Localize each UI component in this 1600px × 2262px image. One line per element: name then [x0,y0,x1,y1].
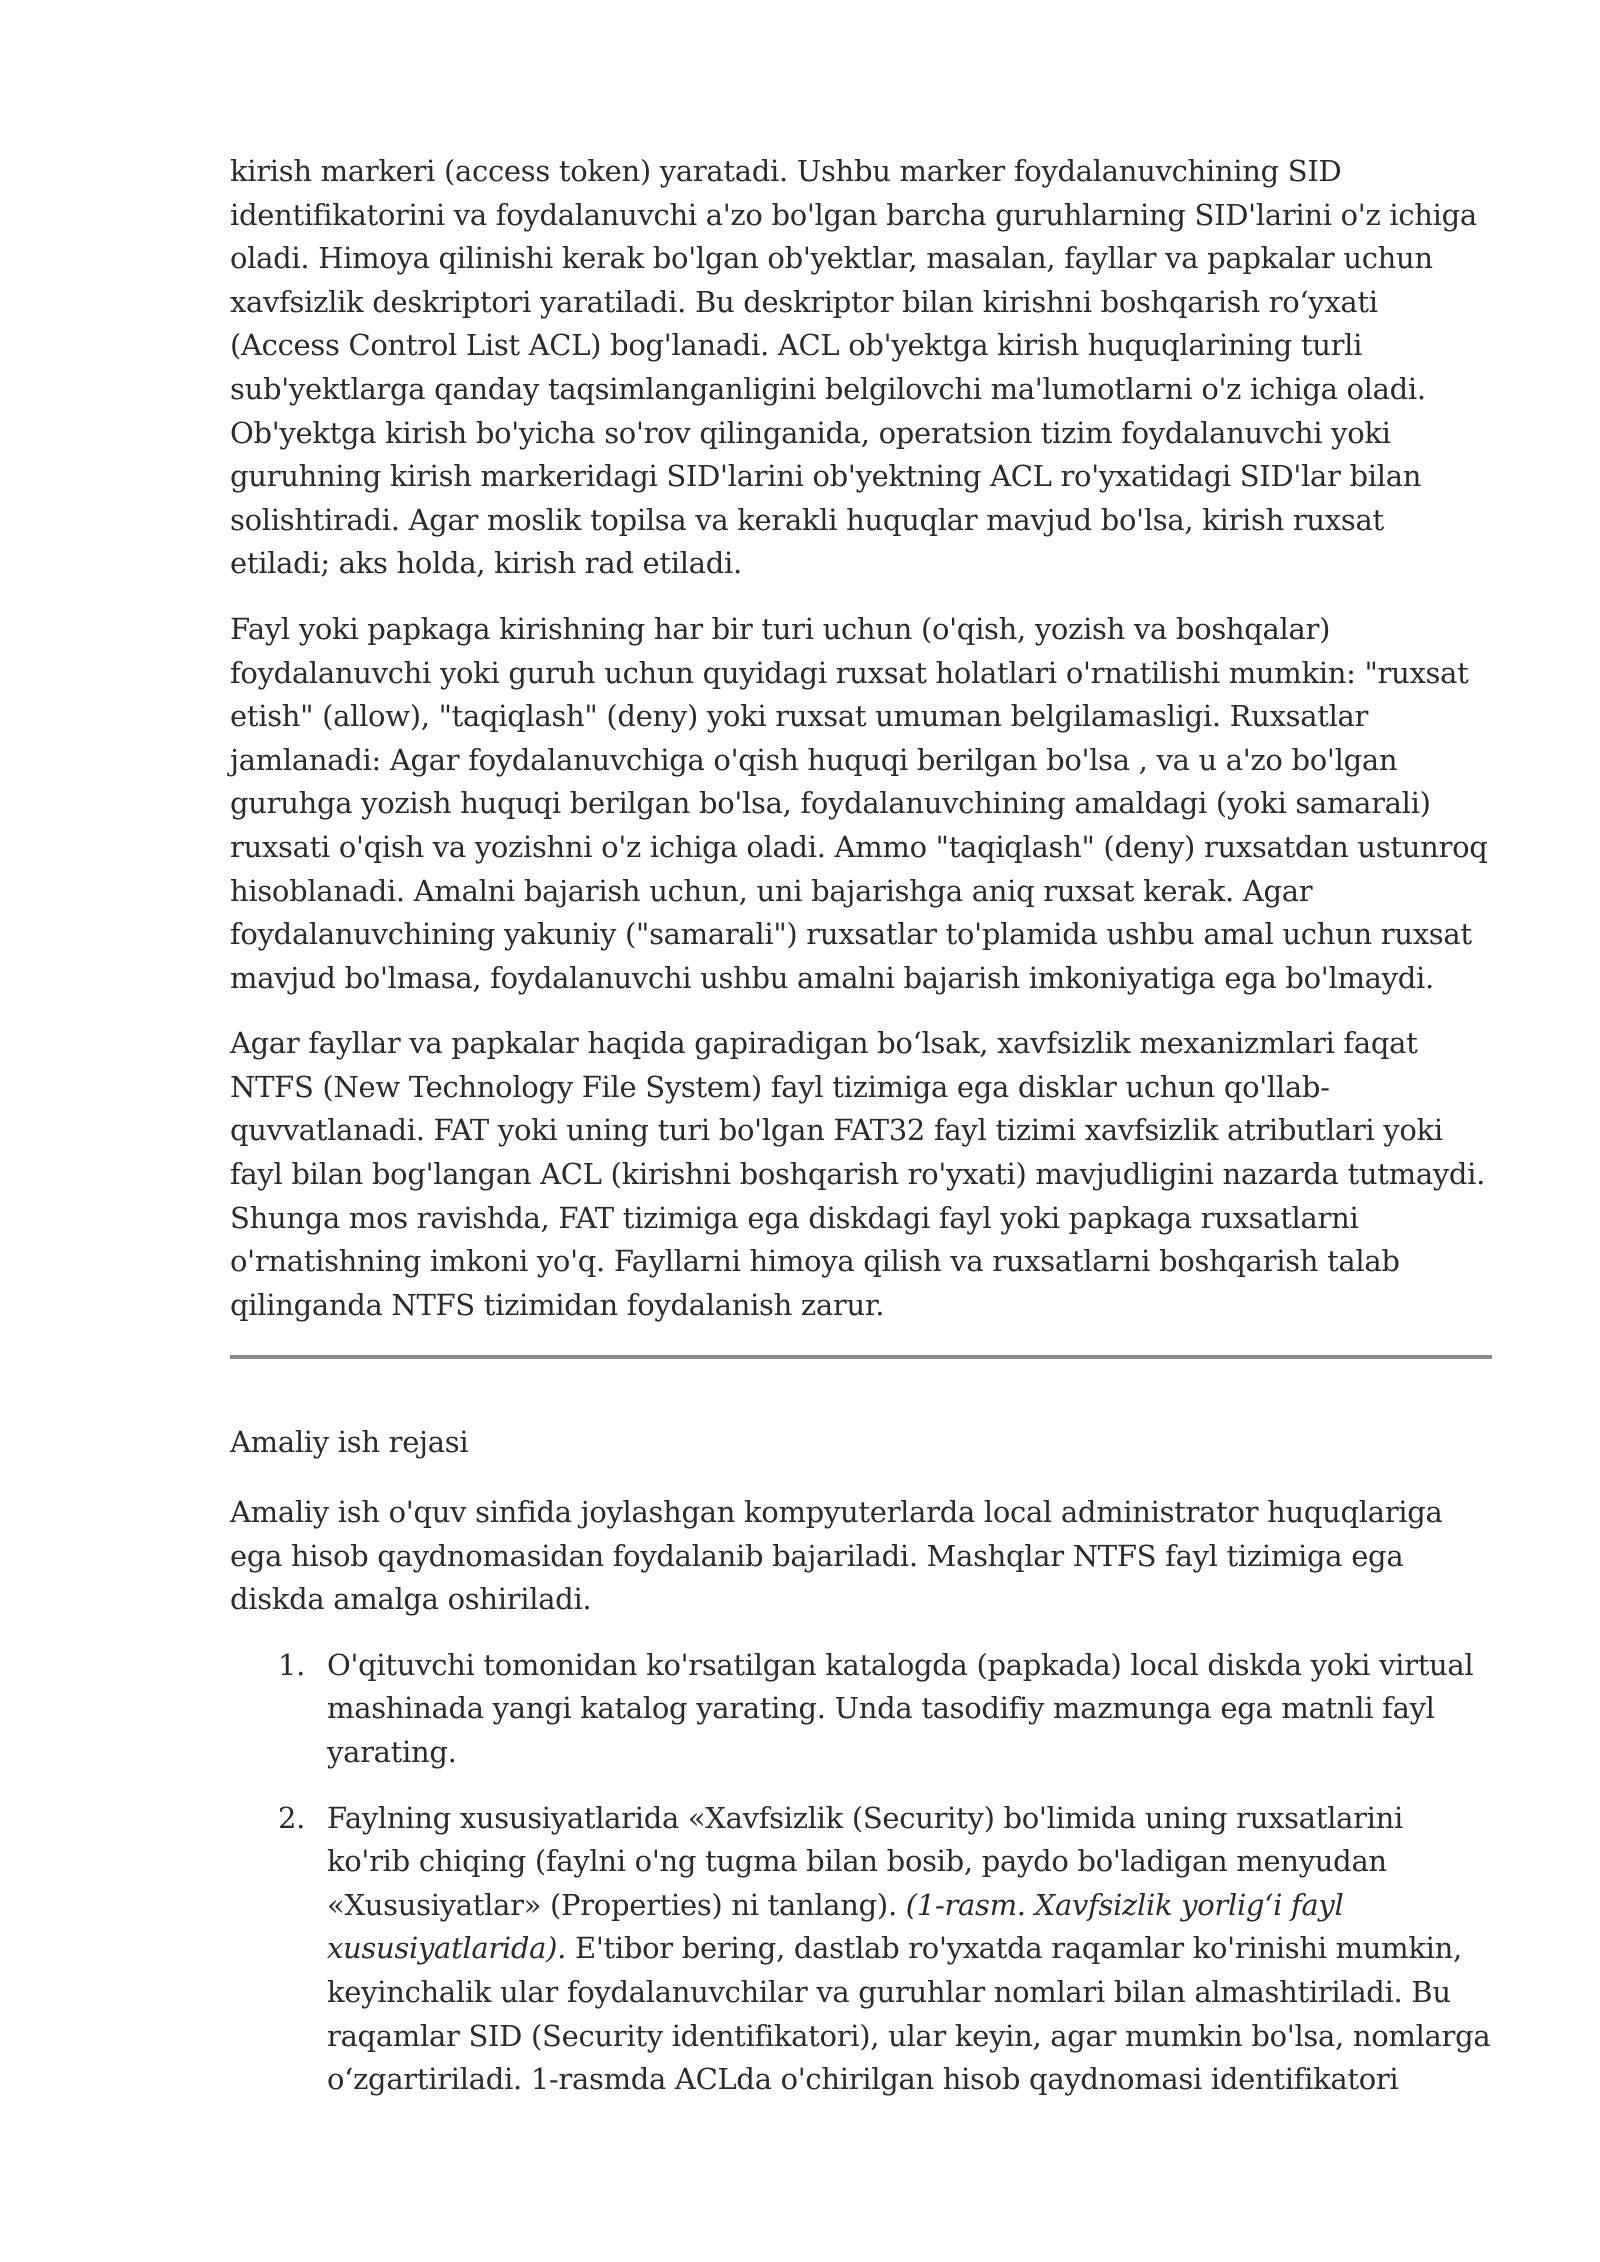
paragraph-permissions: Fayl yoki papkaga kirishning har bir turi uchun (o'qish, yozish va boshqalar) foydalanuvchi yoki guruh uchun quyidagi ruxsat holatlari o'rnatilishi mumkin: "ruxsat etish" (allow), "taqiqlash" (deny) yoki ruxsat umuman belgilamasligi. Ruxsatlar jamlanadi: Agar foydalanuvchiga o'qish huquqi berilgan bo'lsa , va u a'zo bo'lgan guruhga yozish huquqi berilgan bo'lsa, foydalanuvchining amaldagi (yoki samarali) ruxsati o'qish va yozishni o'z ichiga oladi. Ammo "taqiqlash" (deny) ruxsatdan ustunroq hisoblanadi. Amalni bajarish uchun, uni bajarishga aniq ruxsat kerak. Agar foydalanuvchining yakuniy ("samarali") ruxsatlar to'plamida ushbu amal uchun ruxsat mavjud bo'lmasa, foydalanuvchi ushbu amalni bajarish imkoniyatiga ega bo'lmaydi. [230,611,1488,995]
paragraph-ntfs: Agar fayllar va papkalar haqida gapiradigan boʻlsak, xavfsizlik mexanizmlari faqat NTFS (New Technology File System) fayl tizimiga ega disklar uchun qo'llab-quvvatlanadi. FAT yoki uning turi bo'lgan FAT32 fayl tizimi xavfsizlik atributlari yoki fayl bilan bog'langan ACL (kirishni boshqarish ro'yxati) mavjudligini nazarda tutmaydi. Shunga mos ravishda, FAT tizimiga ega diskdagi fayl yoki papkaga ruxsatlarni o'rnatishning imkoni yo'q. Fayllarni himoya qilish va ruxsatlarni boshqarish talab qilinganda NTFS tizimidan foydalanish zarur. [230,1026,1486,1322]
document-page [230,150,1492,2124]
section-title: Amaliy ish rejasi [230,1425,469,1460]
list-item [230,1644,1492,1775]
paragraph-access-token: kirish markeri (access token) yaratadi. Ushbu marker foydalanuvchining SID identifikatorini va foydalanuvchi a'zo bo'lgan barcha guruhlarning SID'larini o'z ichiga oladi. Himoya qilinishi kerak bo'lgan ob'yektlar, masalan, fayllar va papkalar uchun xavfsizlik deskriptori yaratiladi. Bu deskriptor bilan kirishni boshqarish roʻyxati (Access Control List ACL) bog'lanadi. ACL ob'yektga kirish huquqlarining turli sub'yektlarga qanday taqsimlanganligini belgilovchi ma'lumotlarni o'z ichiga oladi. Ob'yektga kirish bo'yicha so'rov qilinganida, operatsion tizim foydalanuvchi yoki guruhning kirish markeridagi SID'larini ob'yektning ACL ro'yxatidagi SID'lar bilan solishtiradi. Agar moslik topilsa va kerakli huquqlar mavjud bo'lsa, kirish ruxsat etiladi; aks holda, kirish rad etiladi. [230,154,1477,581]
task-list [230,1644,1492,2102]
section-intro: Amaliy ish o'quv sinfida joylashgan kompyuterlarda local administrator huquqlariga ega hisob qaydnomasidan foydalanib bajariladi. Mashqlar NTFS fayl tizimiga ega diskda amalga oshiriladi. [230,1495,1443,1617]
list-item-text: Faylning xususiyatlarida «Xavfsizlik (Security) bo'limida uning ruxsatlarini ko'rib chiqing (faylni o'ng tugma bilan bosib, paydo bo'ladigan menyudan «Xususiyatlar» (Properties) ni tanlang). [327,1800,1403,1922]
list-item-text: O'qituvchi tomonidan ko'rsatilgan katalogda (papkada) local diskda yoki virtual mashinada yangi katalog yarating. Unda tasodifiy mazmunga ega matnli fayl yarating. [327,1647,1474,1769]
horizontal-divider [230,1355,1492,1359]
list-item-number: 2. [278,1800,306,1835]
list-item-text-continued: E'tibor bering, dastlab ro'yxatda raqamlar ko'rinishi mumkin, keyinchalik ular foydalanuvchilar va guruhlar nomlari bilan almashtiriladi. Bu raqamlar SID (Security identifikatori), ular keyin, agar mumkin bo'lsa, nomlarga oʻzgartiriladi. 1-rasmda ACLda o'chirilgan hisob qaydnomasi identifikatori [327,1931,1491,2097]
list-item-number: 1. [278,1647,306,1682]
figure-reference: (1-rasm. Xavfsizlik yorligʻi fayl xususiyatlarida). [327,1887,1344,1966]
list-item [230,1797,1492,2102]
